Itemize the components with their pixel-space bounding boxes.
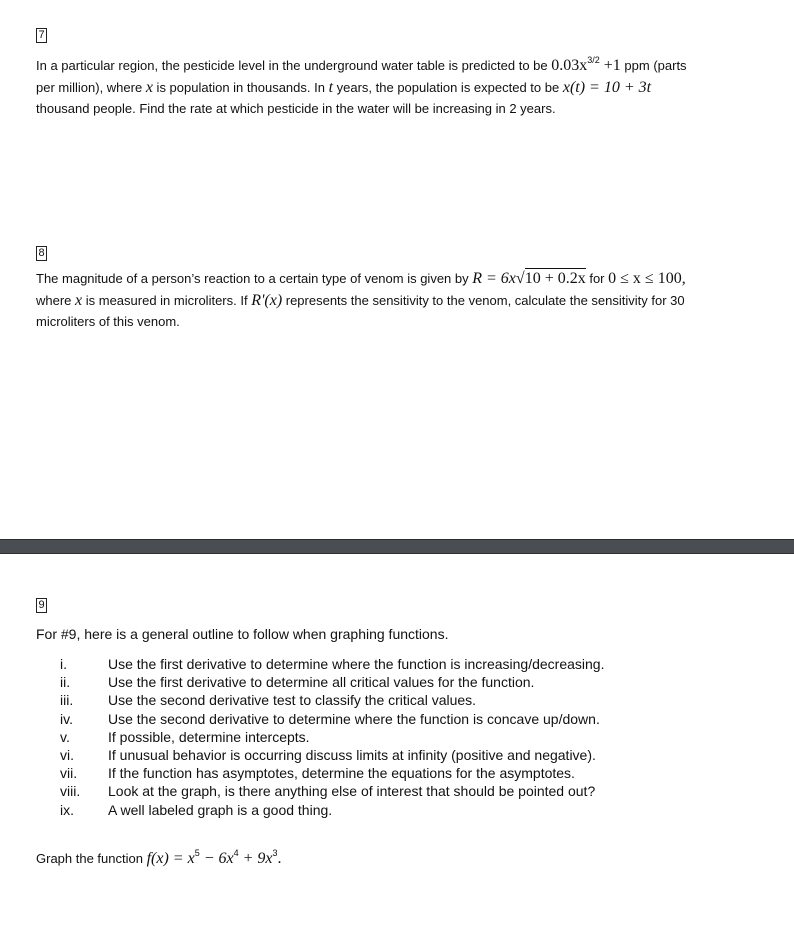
sqrt-symbol: √ — [515, 270, 525, 287]
list-item: iv. Use the second derivative to determine where the function is concave up/down. — [60, 710, 600, 727]
problem-7-text — [36, 50, 736, 120]
page-divider — [0, 539, 794, 554]
problem-8-line-2: where x is measured in microliters. If R'(x) represents the sensitivity to the venom, calculate the sensitivity for 30 — [36, 291, 685, 309]
problem-9-number: 9 — [36, 598, 47, 613]
problem-7-line-3: thousand people. Find the rate at which pesticide in the water will be increasing in 2 years. — [36, 101, 556, 116]
problem-8-number: 8 — [36, 246, 47, 261]
list-item: v. If possible, determine intercepts. — [60, 728, 310, 745]
graph-question: Graph the function $f(x) = x^5 - 6x^4 + 9x^3$. — [36, 848, 282, 867]
problem-7-line-2: per million), where x is population in thousands. In t years, the population is expected to be x(t) = 10 + 3t — [36, 78, 652, 96]
list-item: i. Use the first derivative to determine where the function is increasing/decreasing. — [60, 656, 605, 672]
problem-7-line-1: In a particular region, the pesticide level in the underground water table is predicted to be $0.03x^{3/2} +1$ ppm (parts — [36, 55, 687, 74]
problem-8-line-3: microliters of this venom. — [36, 314, 180, 329]
graphing-outline-list — [60, 655, 604, 819]
problem-8-text — [36, 268, 736, 333]
list-item: ii. Use the first derivative to determine all critical values for the function. — [60, 674, 535, 691]
list-item: iii. Use the second derivative test to classify the critical values. — [60, 692, 477, 709]
problem-8-line-1: The magnitude of a person’s reaction to a certain type of venom is given by R = 6x√10 + 0.2x for 0 ≤ x ≤ 100, — [36, 270, 686, 287]
list-item: ix. A well labeled graph is a good thing. — [60, 801, 333, 818]
problem-7-number: 7 — [36, 28, 47, 43]
list-item: vi. If unusual behavior is occurring discuss limits at infinity (positive and negative). — [60, 746, 596, 763]
outline-intro: For #9, here is a general outline to follow when graphing functions. — [36, 626, 449, 642]
list-item: viii. Look at the graph, is there anything else of interest that should be pointed out? — [60, 783, 596, 800]
list-item: vii. If the function has asymptotes, determine the equations for the asymptotes. — [60, 765, 575, 782]
